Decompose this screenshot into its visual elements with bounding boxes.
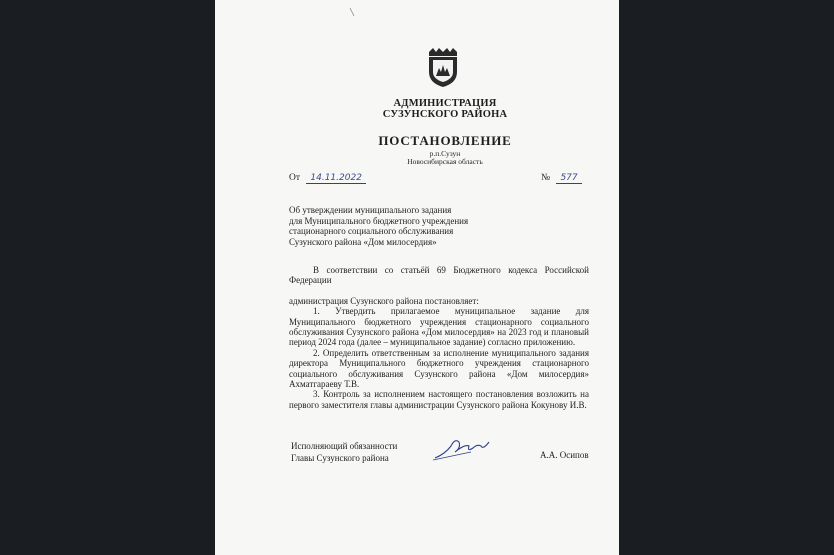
signatory-name: А.А. Осипов [540,450,589,460]
preamble-paragraph: В соответствии со статьёй 69 Бюджетного кодекса Российской Федерации [289,265,589,286]
document-body [289,265,589,410]
signatory-position [291,440,397,464]
number-value: 577 [556,173,581,184]
subject-line: стационарного социального обслуживания [289,226,454,237]
date-value: 14.11.2022 [306,173,366,184]
document-subject [289,205,468,247]
decree-line: администрация Сузунского района постановляет: [289,295,479,306]
document-page [215,0,619,555]
subject-line: Об утверждении муниципального задания [289,205,452,215]
position-line: Главы Сузунского района [291,453,389,463]
scan-mark [349,7,355,17]
org-name-line2: СУЗУНСКОГО РАЙОНА [382,109,508,120]
number-field [541,173,582,183]
date-label: От [289,173,301,183]
position-line: Исполняющий обязанности [291,441,398,451]
place-line1: р.п.Сузун [429,149,461,158]
number-label: № [541,173,551,183]
subject-line: для Муниципального бюджетного учреждения [289,215,469,226]
document-title: ПОСТАНОВЛЕНИЕ [378,133,512,148]
item-paragraph: 1. Утвердить прилагаемое муниципальное задание для Муниципального бюджетного учреждения стационарного социального обслуживания Сузунского района «Дом милосердия» на 2023 год и плановый период 2024 года (далее – муниципальное задание) согласно приложению. [289,306,589,348]
coat-of-arms-icon [425,46,461,88]
item-paragraph: 3. Контроль за исполнением настоящего постановления возложить на первого заместителя главы администрации Сузунского района Кокунову И.В. [289,389,589,410]
org-name-line1: АДМИНИСТРАЦИЯ [393,98,497,109]
handwritten-signature [431,432,495,462]
place-line2: Новосибирская область [407,157,483,166]
item-paragraph: 2. Определить ответственным за исполнение муниципального задания директора Муниципального бюджетного учреждения стационарного социального обслуживания Сузунского района «Дом милосердия» Ахматгараеву Т.В. [289,347,589,390]
subject-line: Сузунского района «Дом милосердия» [289,236,437,247]
date-field [289,173,366,183]
